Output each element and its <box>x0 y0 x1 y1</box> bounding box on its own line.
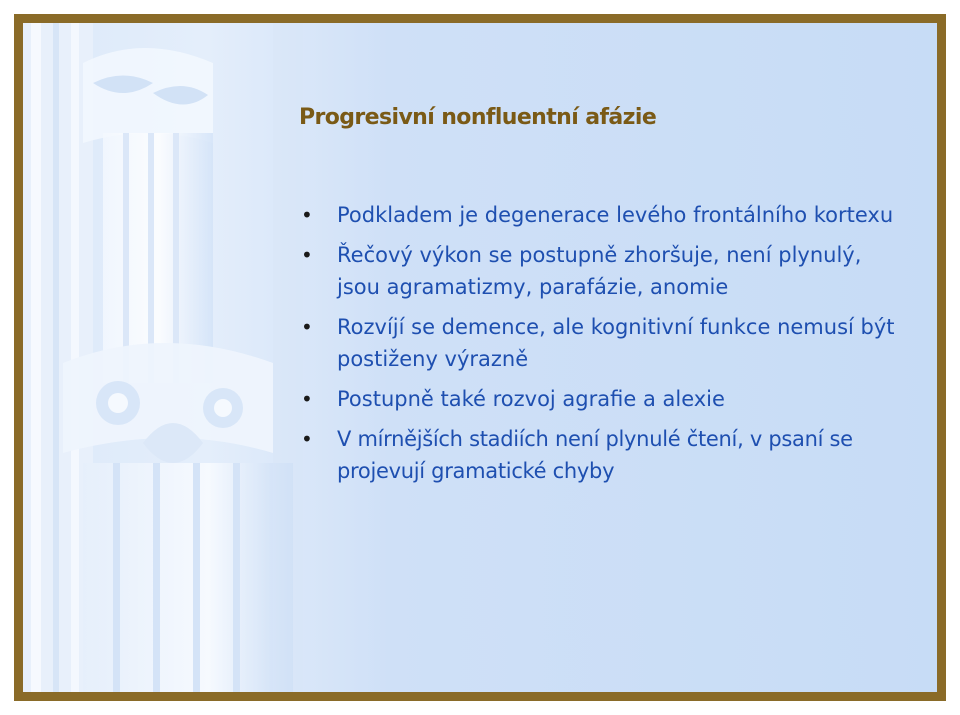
bullet-list <box>299 199 899 495</box>
bullet-text: Řečový výkon se postupně zhoršuje, není plynulý, jsou agramatizmy, parafázie, anomie <box>337 243 862 299</box>
bullet-text: Postupně také rozvoj agrafie a alexie <box>337 387 725 411</box>
bullet-text: V mírnějších stadiích není plynulé čtení, v psaní se projevují gramatické chyby <box>337 427 853 483</box>
bullet-icon: • <box>301 243 313 267</box>
list-item <box>299 383 899 415</box>
bullet-icon: • <box>301 427 313 451</box>
list-item <box>299 423 899 487</box>
bullet-text: Podkladem je degenerace levého frontálního kortexu <box>337 203 894 227</box>
bullet-icon: • <box>301 387 313 411</box>
bullet-text: Rozvíjí se demence, ale kognitivní funkce nemusí být postiženy výrazně <box>337 315 895 371</box>
list-item <box>299 311 899 375</box>
bullet-icon: • <box>301 203 313 227</box>
slide <box>14 14 946 701</box>
slide-title: Progresivní nonfluentní afázie <box>299 105 657 130</box>
bullet-icon: • <box>301 315 313 339</box>
list-item <box>299 199 899 231</box>
list-item <box>299 239 899 303</box>
